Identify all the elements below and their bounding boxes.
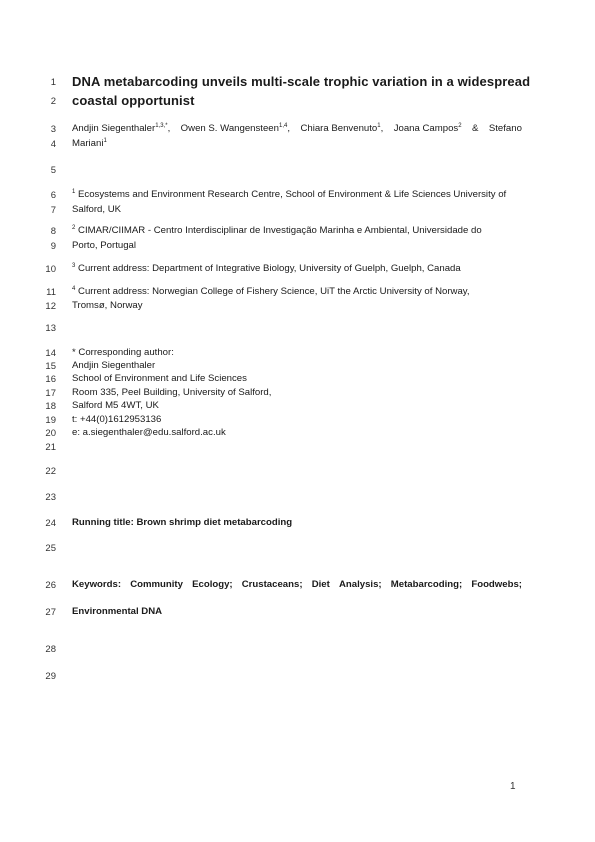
affiliation-1-cont: Salford, UK <box>72 204 122 215</box>
line-number: 28 <box>45 644 56 655</box>
line-number: 27 <box>45 607 56 618</box>
keyword: Crustaceans; <box>241 579 303 590</box>
line-number: 7 <box>50 205 56 216</box>
author: Stefano <box>488 123 522 134</box>
line-number: 6 <box>50 190 56 201</box>
line-number: 10 <box>45 264 56 275</box>
running-title: Running title: Brown shrimp diet metabarcoding <box>72 517 293 528</box>
author: Joana Campos$^2$ <box>393 123 462 134</box>
line-number: 14 <box>45 348 56 359</box>
author-list <box>72 123 522 134</box>
line-number: 2 <box>50 96 56 107</box>
keyword: Analysis; <box>338 579 382 590</box>
line-number: 17 <box>45 388 56 399</box>
line-number: 3 <box>50 124 56 135</box>
affiliation-4: $^4$ Current address: Norwegian College of Fishery Science, UiT the Arctic University of Norway, <box>72 286 470 297</box>
keywords <box>72 579 522 590</box>
ampersand: & <box>472 123 479 134</box>
keyword: Keywords: <box>72 579 122 590</box>
email: e: a.siegenthaler@edu.salford.ac.uk <box>72 427 226 438</box>
phone: t: +44(0)1612953136 <box>72 414 162 425</box>
paper-title-line-2: coastal opportunist <box>72 93 195 108</box>
line-number: 25 <box>45 543 56 554</box>
page-number: 1 <box>510 781 516 792</box>
affiliation-2-cont: Porto, Portugal <box>72 240 136 251</box>
author: Chiara Benvenuto$^1$, <box>300 123 384 134</box>
affiliation-3: $^3$ Current address: Department of Integrative Biology, University of Guelph, Guelph, Canada <box>72 263 461 274</box>
title-text: DNA metabarcoding unveils multi-scale trophic variation in a widespread <box>72 74 531 89</box>
address-line: School of Environment and Life Sciences <box>72 373 247 384</box>
author-continued: Mariani$^1$ <box>72 138 107 149</box>
line-number: 15 <box>45 361 56 372</box>
address-line: Salford M5 4WT, UK <box>72 400 159 411</box>
author: Owen S. Wangensteen$^{1,4}$, <box>180 123 290 134</box>
affiliation-1: $^1$ Ecosystems and Environment Research Centre, School of Environment & Life Sciences University of <box>72 189 507 200</box>
corresponding-author-name: Andjin Siegenthaler <box>72 360 156 371</box>
line-number: 26 <box>45 580 56 591</box>
line-number: 18 <box>45 401 56 412</box>
affiliation-2: $^2$ CIMAR/CIIMAR - Centro Interdisciplinar de Investigação Marinha e Ambiental, Universidade do <box>72 225 482 236</box>
keyword: Foodwebs; <box>471 579 522 590</box>
line-number: 22 <box>45 466 56 477</box>
keywords-continued: Environmental DNA <box>72 606 163 617</box>
line-number: 24 <box>45 518 56 529</box>
keyword: Metabarcoding; <box>390 579 463 590</box>
line-number: 4 <box>50 139 56 150</box>
line-number: 23 <box>45 492 56 503</box>
address-line: Room 335, Peel Building, University of Salford, <box>72 387 272 398</box>
keyword: Ecology; <box>192 579 233 590</box>
line-number: 9 <box>50 241 56 252</box>
line-number: 13 <box>45 323 56 334</box>
paper-title-line-1 <box>72 74 531 89</box>
keyword: Diet <box>311 579 330 590</box>
line-number: 29 <box>45 671 56 682</box>
line-number: 21 <box>45 442 56 453</box>
line-number: 19 <box>45 415 56 426</box>
line-number: 8 <box>50 226 56 237</box>
keyword: Community <box>130 579 183 590</box>
line-number: 1 <box>50 77 56 88</box>
corresponding-author-label: * Corresponding author: <box>72 347 174 358</box>
line-number: 16 <box>45 374 56 385</box>
line-number: 5 <box>50 165 56 176</box>
affiliation-4-cont: Tromsø, Norway <box>72 300 143 311</box>
line-number: 11 <box>46 287 56 298</box>
author: Andjin Siegenthaler$^{1,3,*}$, <box>72 123 171 134</box>
line-number: 20 <box>45 428 56 439</box>
line-number: 12 <box>45 301 56 312</box>
